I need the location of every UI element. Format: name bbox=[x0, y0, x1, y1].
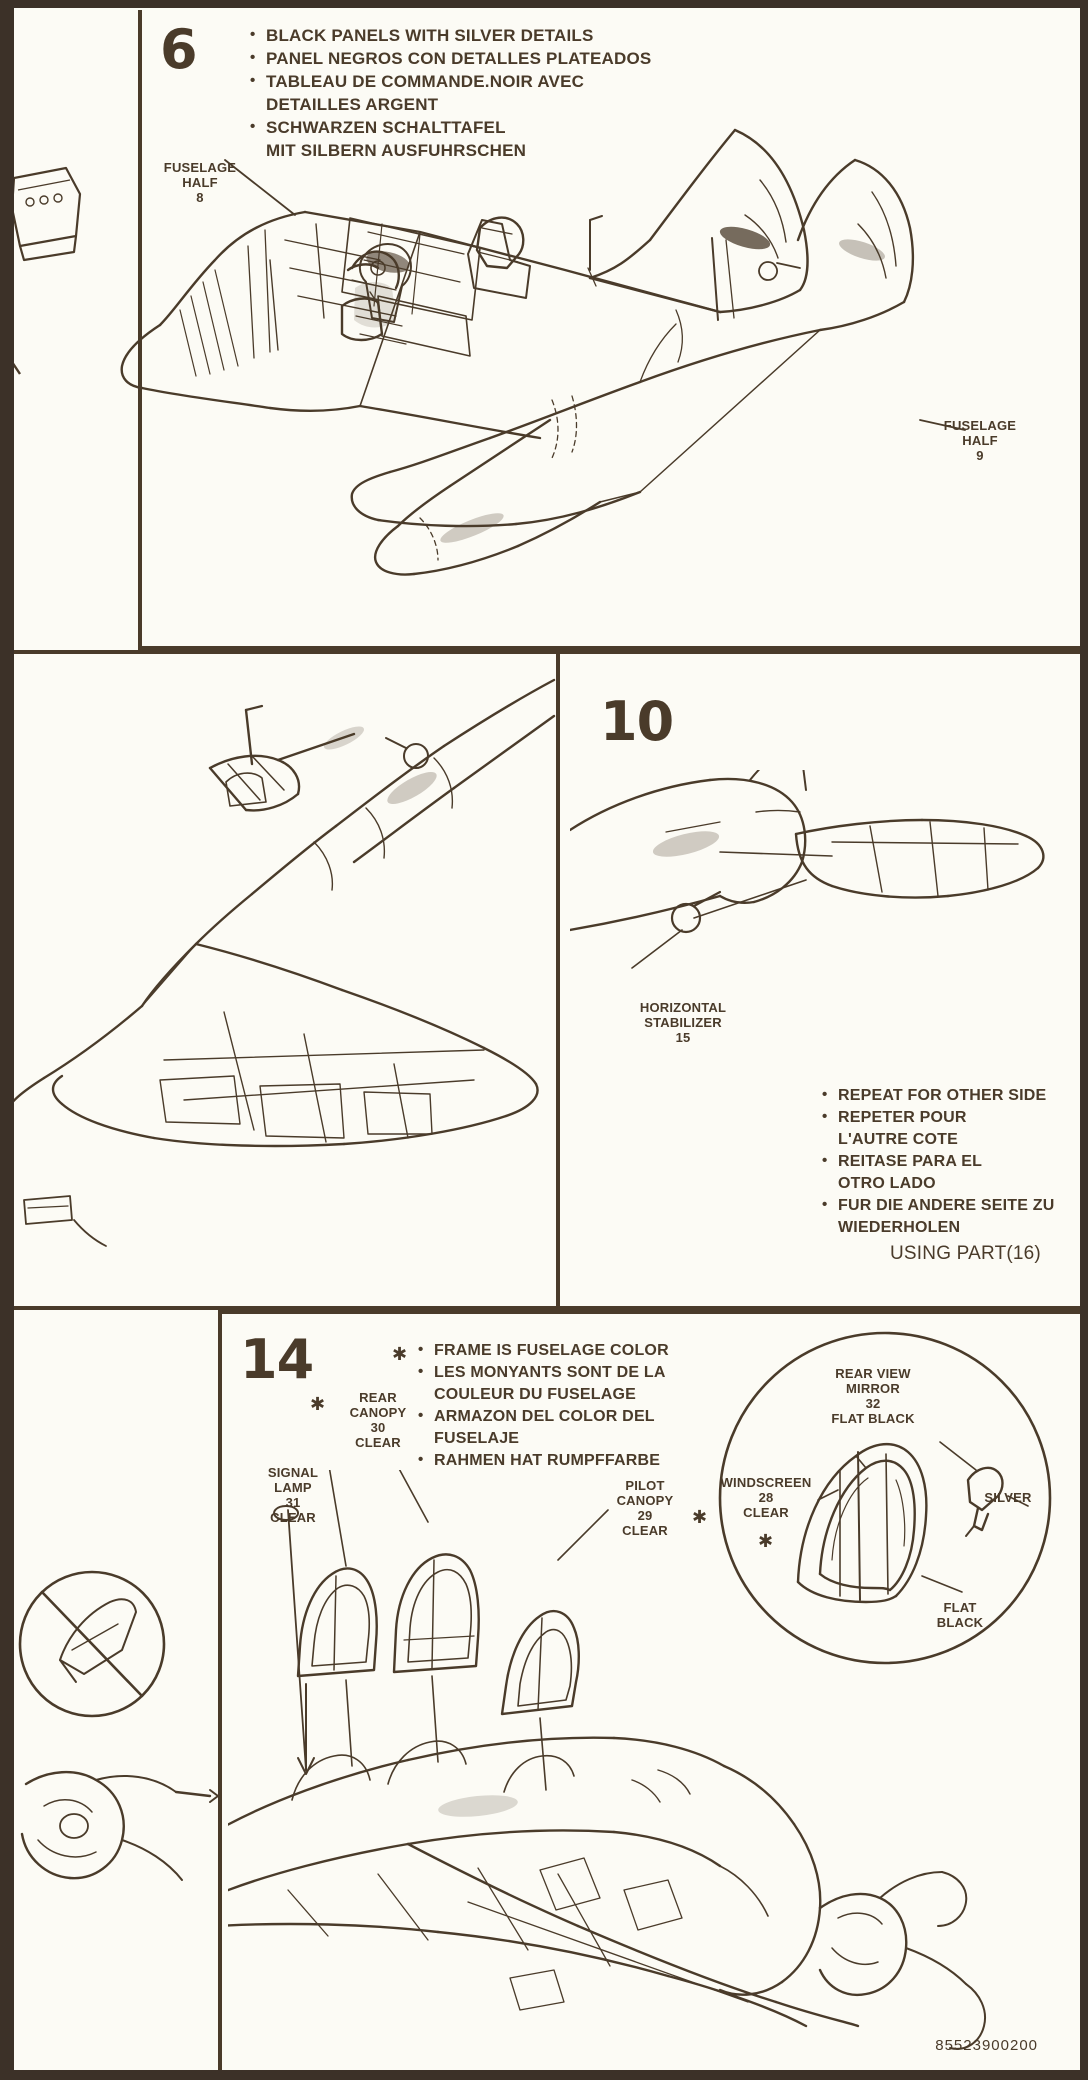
instruction-line: OTRO LADO bbox=[838, 1175, 936, 1192]
step-6-number: 6 bbox=[160, 18, 197, 81]
page-edge-bottom bbox=[0, 2070, 1088, 2080]
callout-rear-canopy-30: REAR CANOPY 30 CLEAR bbox=[349, 1390, 407, 1450]
instruction-line: • FRAME IS FUSELAGE COLOR bbox=[418, 1340, 669, 1362]
instruction-line: • SCHWARZEN SCHALTTAFEL bbox=[250, 116, 651, 139]
callout-horizontal-stabilizer-15: HORIZONTAL STABILIZER 15 bbox=[639, 1000, 727, 1045]
instruction-line: • PANEL NEGROS CON DETALLES PLATEADOS bbox=[250, 47, 651, 70]
instruction-line: • BLACK PANELS WITH SILVER DETAILS bbox=[250, 24, 651, 47]
step-10-number: 10 bbox=[600, 690, 674, 753]
do-not-illustration bbox=[14, 1540, 220, 1980]
instruction-line: COULEUR DU FUSELAGE bbox=[434, 1386, 637, 1403]
left-edge-part-fragment bbox=[14, 150, 124, 470]
instruction-line: • REPETER POUR bbox=[822, 1107, 1054, 1129]
page-edge-top bbox=[0, 0, 1088, 8]
callout-pilot-canopy-29: PILOT CANOPY 29 CLEAR bbox=[616, 1478, 674, 1538]
callout-rear-view-mirror-32: REAR VIEW MIRROR 32 FLAT BLACK bbox=[831, 1366, 915, 1426]
instruction-line: • LES MONYANTS SONT DE LA bbox=[418, 1362, 669, 1384]
page-edge-right bbox=[1080, 0, 1088, 2080]
instruction-line: FUSELAJE bbox=[434, 1430, 520, 1447]
instruction-line: L'AUTRE COTE bbox=[838, 1131, 958, 1148]
page-edge-left bbox=[0, 0, 14, 2080]
instruction-line: WIEDERHOLEN bbox=[838, 1219, 961, 1236]
callout-fuselage-half-8: FUSELAGE HALF 8 bbox=[163, 160, 237, 205]
instruction-line: • ARMAZON DEL COLOR DEL bbox=[418, 1406, 669, 1428]
callout-flat-black: FLAT BLACK bbox=[936, 1600, 984, 1630]
instruction-line: DETAILLES ARGENT bbox=[266, 95, 439, 114]
step-6-instructions bbox=[250, 24, 651, 162]
step-14-instructions bbox=[418, 1340, 669, 1472]
step-9-panel bbox=[14, 650, 560, 1310]
step-10-using-part: USING PART(16) bbox=[890, 1243, 1041, 1264]
instruction-line: MIT SILBERN AUSFUHRSCHEN bbox=[266, 141, 527, 160]
step-10-instructions bbox=[822, 1085, 1054, 1239]
asterisk-icon: ✱ bbox=[392, 1344, 408, 1364]
document-code: 85523900200 bbox=[935, 2037, 1038, 2054]
asterisk-icon: ✱ bbox=[310, 1394, 326, 1414]
asterisk-icon: ✱ bbox=[692, 1507, 708, 1527]
instruction-line: • REPEAT FOR OTHER SIDE bbox=[822, 1085, 1054, 1107]
callout-fuselage-half-9: FUSELAGE HALF 9 bbox=[943, 418, 1017, 463]
instruction-line: • REITASE PARA EL bbox=[822, 1151, 1054, 1173]
callout-silver: SILVER bbox=[984, 1490, 1032, 1505]
asterisk-icon: ✱ bbox=[758, 1531, 774, 1551]
callout-windscreen-28: WINDSCREEN 28 CLEAR bbox=[720, 1475, 812, 1520]
instruction-line: • FUR DIE ANDERE SEITE ZU bbox=[822, 1195, 1054, 1217]
instruction-line: • TABLEAU DE COMMANDE.NOIR AVEC bbox=[250, 70, 651, 93]
instruction-line: • RAHMEN HAT RUMPFFARBE bbox=[418, 1450, 669, 1472]
callout-signal-lamp-31: SIGNAL LAMP 31 CLEAR bbox=[267, 1465, 319, 1525]
step-14-number: 14 bbox=[240, 1328, 314, 1391]
